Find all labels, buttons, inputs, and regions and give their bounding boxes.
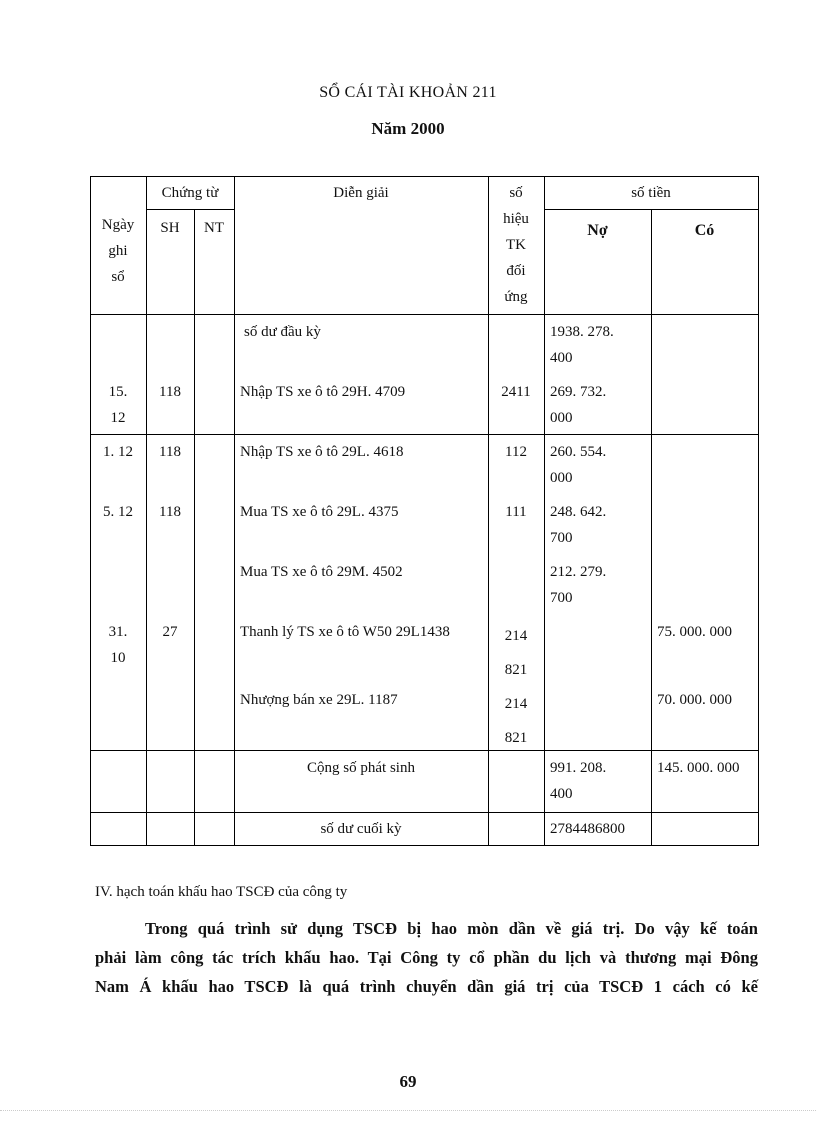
- row-desc: số dư đầu kỳ: [244, 324, 321, 340]
- row-debit: 260. 554. 000: [550, 444, 607, 486]
- row-account: 214 821: [504, 628, 528, 678]
- paragraph-line: phải làm công tác trích khấu hao. Tại Công ty cổ phần du lịch và thương mại Đông: [95, 948, 758, 967]
- header-ngay-ghi-so: Ngày ghi sổ: [101, 217, 135, 285]
- row-credit: 70. 000. 000: [657, 692, 732, 708]
- page-number: 69: [399, 1072, 417, 1091]
- row-account: 214 821: [504, 696, 528, 746]
- row-debit: 248. 642. 700: [550, 504, 607, 546]
- header-dien-giai: Diễn giải: [333, 185, 389, 201]
- ledger-title: SỔ CÁI TÀI KHOẢN 211: [319, 84, 497, 101]
- header-no: Nợ: [587, 222, 608, 239]
- section-heading: IV. hạch toán khấu hao TSCĐ của công ty: [95, 884, 348, 900]
- row-date: 5. 12: [103, 504, 133, 520]
- header-so-tien: số tiền: [631, 185, 671, 201]
- header-so-hieu-tk: số hiệu TK đối ứng: [503, 185, 529, 305]
- row-desc: Nhập TS xe ô tô 29L. 4618: [240, 444, 404, 460]
- header-chung-tu: Chứng từ: [161, 185, 219, 201]
- row-account: 2411: [501, 384, 531, 400]
- header-co: Có: [694, 222, 715, 239]
- row-desc: Nhượng bán xe 29L. 1187: [240, 692, 398, 708]
- row-desc: Thanh lý TS xe ô tô W50 29L1438: [240, 624, 450, 640]
- total-debit: 991. 208. 400: [550, 760, 607, 802]
- paragraph-line: Trong quá trình sử dụng TSCĐ bị hao mòn dần về giá trị. Do vậy kế toán: [145, 919, 758, 938]
- total-label: Cộng số phát sinh: [307, 760, 415, 776]
- body-paragraph: [95, 914, 758, 1001]
- row-date: 1. 12: [103, 444, 133, 460]
- row-credit: 75. 000. 000: [657, 624, 732, 640]
- row-desc: Nhập TS xe ô tô 29H. 4709: [240, 384, 406, 400]
- row-debit: 212. 279. 700: [550, 564, 607, 606]
- row-sh: 118: [159, 384, 181, 400]
- total-credit: 145. 000. 000: [657, 760, 740, 776]
- header-nt: NT: [204, 220, 224, 236]
- row-debit: 269. 732. 000: [550, 384, 607, 426]
- row-desc: Mua TS xe ô tô 29M. 4502: [240, 564, 403, 580]
- row-desc: Mua TS xe ô tô 29L. 4375: [240, 504, 399, 520]
- header-sh: SH: [160, 220, 180, 236]
- row-sh: 118: [159, 444, 181, 460]
- paragraph-line: Nam Á khấu hao TSCĐ là quá trình chuyển dần giá trị của TSCĐ 1 cách có kế: [95, 977, 758, 996]
- page-bottom-border: [0, 1110, 816, 1111]
- row-date: 15. 12: [108, 384, 128, 426]
- row-debit: 1938. 278. 400: [550, 324, 614, 366]
- closing-label: số dư cuối kỳ: [320, 821, 402, 837]
- ledger-year: Năm 2000: [371, 119, 445, 138]
- row-account: 112: [505, 444, 527, 460]
- row-account: 111: [505, 504, 527, 520]
- row-sh: 27: [162, 624, 178, 640]
- row-date: 31. 10: [108, 624, 128, 666]
- row-sh: 118: [159, 504, 181, 520]
- closing-debit: 2784486800: [550, 821, 625, 837]
